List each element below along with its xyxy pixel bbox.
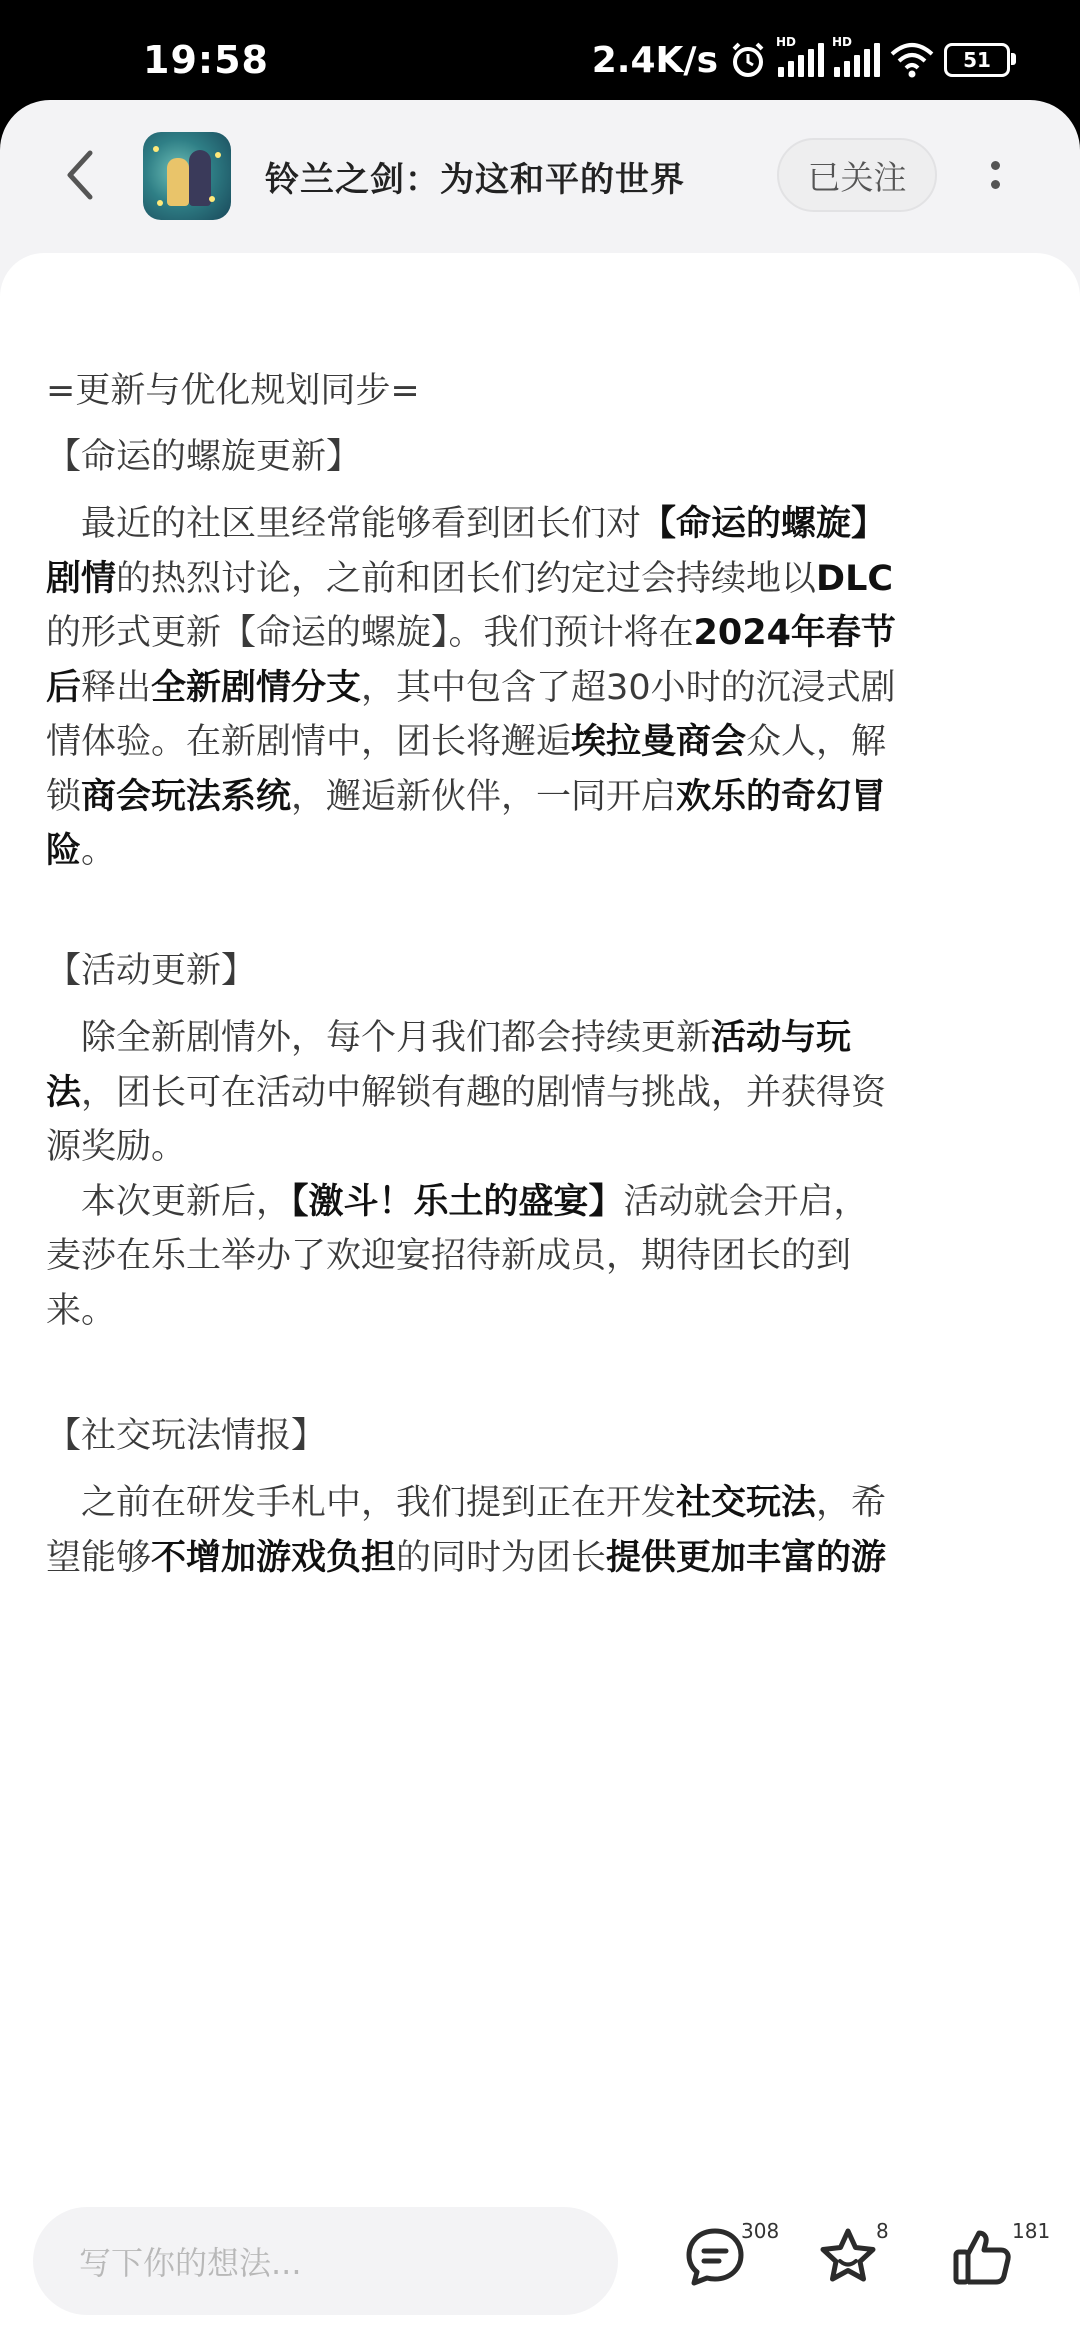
- more-options-button[interactable]: [980, 145, 1010, 205]
- signal-2-icon: [832, 35, 880, 77]
- text-segment: 的形式更新【命运的螺旋】。我们预计将在: [46, 613, 694, 653]
- signal-label-2: HD: [832, 35, 853, 49]
- wifi-icon: [890, 42, 934, 78]
- follow-button[interactable]: 已关注: [777, 138, 937, 212]
- text-segment: 本次更新后，: [46, 1181, 292, 1222]
- bold-text: 商会玩法系统: [81, 776, 292, 817]
- chevron-left-icon: [62, 149, 98, 201]
- article-content: [0, 253, 1080, 2340]
- text-segment: 情体验。在新剧情中，团长将邂逅: [46, 722, 572, 762]
- bold-text: 全新剧情分支: [151, 667, 362, 708]
- bottom-action-bar: [0, 2185, 1080, 2340]
- alarm-icon: [728, 40, 768, 80]
- status-indicators: [592, 36, 1010, 84]
- text-segment: ，团长可在活动中解锁有趣的剧情与挑战，并获得资: [81, 1072, 887, 1113]
- section-title: 【命运的螺旋更新】: [46, 437, 362, 477]
- text-segment: ，邂逅新伙伴，一同开启: [291, 776, 677, 817]
- bold-text: 【命运的螺旋】: [641, 504, 887, 544]
- text-segment: 的热烈讨论，之前和团长们约定过会持续地以: [116, 558, 817, 599]
- bold-text: 2024年春节: [693, 613, 896, 653]
- comment-button[interactable]: [683, 2219, 780, 2295]
- article-line: [46, 605, 896, 655]
- text-segment: 来。: [46, 1290, 117, 1331]
- article-line: [46, 1119, 186, 1169]
- bold-text: 后: [46, 667, 82, 708]
- game-avatar[interactable]: [143, 132, 231, 220]
- text-segment: 。: [81, 831, 117, 871]
- text-segment: 众人，解: [746, 722, 887, 762]
- text-segment: 之前在研发手札中，我们提到正在开发: [46, 1483, 677, 1523]
- signal-1-icon: [776, 35, 824, 77]
- text-segment: 望能够: [46, 1537, 152, 1578]
- like-count: 181: [1012, 2219, 1051, 2243]
- app-window: [0, 100, 1080, 2340]
- bold-text: 社交玩法: [676, 1483, 817, 1523]
- section-title: 【活动更新】: [46, 951, 257, 991]
- text-segment: 活动就会开启，: [623, 1181, 869, 1222]
- more-vertical-icon: [991, 161, 1000, 170]
- article-line: [46, 1475, 886, 1525]
- article-line: [46, 1010, 851, 1060]
- text-segment: 除全新剧情外，每个月我们都会持续更新: [46, 1018, 712, 1058]
- article-line: [46, 1174, 869, 1224]
- favorite-count: 8: [876, 2219, 889, 2243]
- page-title[interactable]: 铃兰之剑：为这和平的世界: [265, 160, 685, 200]
- star-icon: [816, 2225, 880, 2289]
- signal-label-1: HD: [776, 35, 797, 49]
- bold-text: 欢乐的奇幻冒: [676, 776, 887, 817]
- text-segment: ，希: [816, 1483, 887, 1523]
- bold-text: 不增加游戏负担: [151, 1537, 397, 1578]
- text-segment: 释出: [81, 667, 152, 708]
- bold-text: DLC: [816, 558, 894, 599]
- article-line: [46, 660, 896, 710]
- status-time: 19:58: [143, 38, 269, 82]
- bold-text: 埃拉曼商会: [571, 722, 747, 762]
- text-segment: 的同时为团长: [396, 1537, 607, 1578]
- battery-level: 51: [963, 48, 991, 72]
- thumbs-up-icon: [950, 2225, 1014, 2289]
- status-bar: [0, 0, 1080, 110]
- bold-text: 法: [46, 1072, 82, 1113]
- article-line: [46, 1065, 886, 1115]
- bold-text: 提供更加丰富的游: [606, 1537, 887, 1578]
- article-line: [46, 714, 886, 764]
- comment-input[interactable]: [33, 2207, 618, 2315]
- back-button[interactable]: [50, 145, 110, 205]
- network-speed: 2.4K/s: [591, 39, 718, 81]
- like-button[interactable]: [950, 2219, 1051, 2295]
- comment-icon: [683, 2225, 747, 2289]
- bold-text: 【激斗！乐土的盛宴】: [291, 1181, 624, 1222]
- text-segment: 麦莎在乐土举办了欢迎宴招待新成员，期待团长的到: [46, 1236, 852, 1276]
- article-heading: =更新与优化规划同步=: [46, 371, 420, 411]
- article-line: [46, 769, 886, 819]
- bold-text: 活动与玩: [711, 1018, 852, 1058]
- avatar-figure-2: [189, 150, 211, 206]
- text-segment: 锁: [46, 776, 82, 817]
- article-line: [46, 1530, 886, 1580]
- bold-text: 剧情: [46, 558, 117, 599]
- battery-icon: [944, 43, 1010, 77]
- section-title: 【社交玩法情报】: [46, 1416, 327, 1456]
- header: [0, 100, 1080, 250]
- comment-count: 308: [741, 2219, 780, 2243]
- article-line: [46, 1228, 851, 1278]
- article-line: [46, 496, 886, 546]
- bold-text: 险: [46, 831, 82, 871]
- article-line: [46, 823, 116, 873]
- comment-placeholder: 写下你的想法...: [79, 2244, 302, 2282]
- avatar-figure-1: [167, 158, 189, 206]
- article-line: [46, 551, 893, 601]
- text-segment: ，其中包含了超30小时的沉浸式剧: [361, 667, 896, 708]
- article-line: [46, 1283, 116, 1333]
- text-segment: 最近的社区里经常能够看到团长们对: [46, 504, 642, 544]
- favorite-button[interactable]: [816, 2219, 889, 2295]
- text-segment: 源奖励。: [46, 1127, 187, 1167]
